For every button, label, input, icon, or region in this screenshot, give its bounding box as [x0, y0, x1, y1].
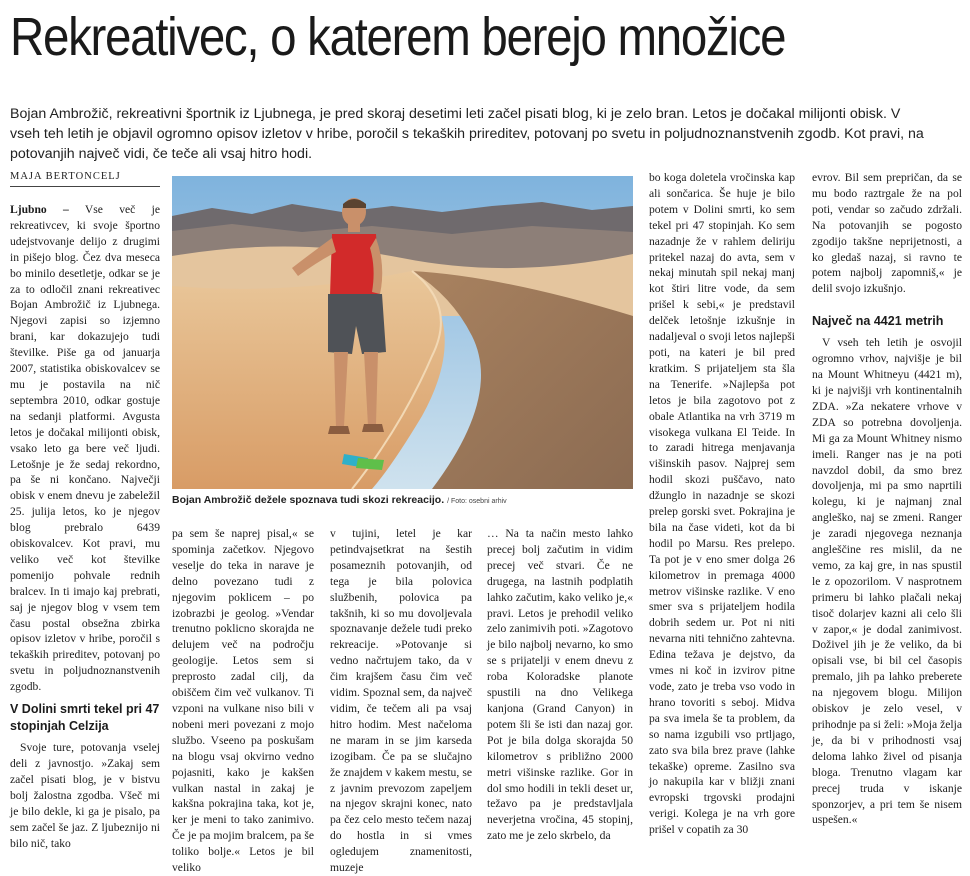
col1-text-1: Vse več je rekreativcev, ki svoje športno udejstvovanje delijo z drugimi in pišejo blog. Čez dva meseca bo minilo desetletje, odkar se je za to odločil znani rekreativec Bojan Ambrožič iz Ljubnega. Njegovi zapisi so izjemno brani, kar dokazujejo tudi številke. Piše ga od januarja 2007, statistika obiskovalcev se mu je postavila na nič septembra 2010, odkar gostuje na sedanji platformi. Avgusta letos je dočakal milijonti obisk, vsako leto ga bere več ljudi. Letošnje je že sedaj rekordno, pa še ni končano. Največji obisk v enem dnevu je zabeležil 25. julija letos, ko je njegov blog prebralo 6439 obiskovalcev. Kot pravi, mu veliko več kot številke pomenijo pohvale rednih bralcev. In ti imajo kaj prebrati, saj je njegov blog v vsem tem času postal obsežna zbirka opisov izletov v hribe, poročil s tekaških prireditev, potovanj po svetu in poljudnoznanstvenih zgodb. — [10, 203, 160, 694]
byline-rule — [10, 186, 160, 187]
article-column-3 — [330, 526, 472, 875]
article-column-4 — [487, 526, 633, 843]
subhead-4421: Največ na 4421 metrih — [812, 314, 944, 329]
article-column-1 — [10, 202, 160, 850]
col6-paragraph-1: evrov. Bil sem prepričan, da se mu bodo raztrgale že na pol poti, vendar so začudo zdržali. Na potovanjih se pogosto zgodijo takšne neprijetnosti, a ko gledaš nazaj, si ravno te potem najbolj zapomniš,« je delil svojo izkušnjo. — [812, 171, 962, 296]
col1-paragraph-2: Svoje ture, potovanja vselej deli z javnostjo. »Zakaj sem začel pisati blog, je v bistvu bolj žalostna zgodba. Všeč mi je bilo dekle, ki ga je pisalo, pa sem začel še jaz. Z ljubeznijo ni bilo nič, tako — [10, 741, 160, 850]
article-photo — [172, 176, 633, 489]
caption-text: Bojan Ambrožič dežele spoznava tudi skozi rekreacijo. — [172, 494, 445, 506]
col4-paragraph-1: … Na ta način mesto lahko precej bolj začutim in vidim precej več stvari. Če ne drugega, na lastnih podplatih lahko začutim, kako veliko je,« pravi. Letos je prehodil veliko zelo zanimivih poti. »Zagotovo je bilo najbolj nevarno, ko smo se s prijatelji v enem dnevu z roba Koloradske planote spustili na dno Velikega kanjona (Grand Canyon) in potem šli še isti dan nazaj gor. Pot je bila dolga skorajda 50 kilometrov s približno 2000 metri višinske razlike. Gor in dol smo hodili in tekli deset ur, težavo pa je predstavljala neverjetna vročina, 45 stopinj, zato me je zelo skrbelo, da — [487, 527, 633, 843]
dateline: Ljubno – — [10, 203, 69, 216]
col2-paragraph-1: pa sem še naprej pisal,« se spominja začetkov. Njegovo veselje do teka in narave je delno povezano tudi z njegovim poklicem – po izobrazbi je geolog. »Vendar trenutno poklicno skorajda ne delujem več na področju geologije. Letos sem si preprosto zadal cilj, da obiščem čim več vulkanov. Ti vzponi na vulkane niso bili v nobeni meri povezani z mojo službo. Vseeno pa poskušam na blogu vsaj okvirno vedno pojasniti, kako je kakšen vulkan nastal in zakaj je kakšna pokrajina taka, kot je, ker je meni to tako zanimivo. Če je pa mojim bralcem, pa še toliko bolje.« Letos je bil veliko — [172, 527, 314, 875]
byline: MAJA BERTONCELJ — [10, 171, 121, 182]
col5-paragraph-1: bo koga doletela vročinska kap ali sončarica. Še huje je bilo potem v Dolini smrti, ko sem tekel pri 47 stopinjah. Ko sem nazadnje že v rahlem deliriju pritekel nazaj do avta, sem v nekaj minutah spil nekaj manj kot štiri litre vode, da sem prišel k sebi,« je predstavil delček letošnje izkušnje in nadaljeval o svoji letos najlepši poti, na kateri je bil pred kratkim. S prijateljem sta šla na Tenerife. »Najlepša pot letos je bila zagotovo pot z obale Atlantika na vrh 3719 m visokega vulkana El Teide. In to zaradi hitrega menjavanja višinskih pasov. Najprej sem hodil skozi puščavo, nato džunglo in nazadnje se skozi prelep gorski svet. Pokrajina je bila na čase videti, kot da bi hodil po Marsu. Res prelepo. Ta pot je v eno smer dolga 26 kilometrov in premaga 4000 metrov višinske razlike. V eno smer sva s prijateljem hodila dobrih sedem ur. Pot ni niti nevarna niti tehnično zahtevna. Edina težava je dejstvo, da vmes ni koč in izvirov pitne vode, zato je treba vso vodo in hrano tovoriti s seboj. Midva pa sva imela še ta problem, da so nama izgubili vso prtljago, zato sva bila brez prave (lahke tekaške) opreme. Zasilno sva jo nakupila kar v bližji znani evropski trgovski prodajni verigi. Kolega je na vrh gore prišel v copatih za 30 — [649, 171, 795, 837]
photo-credit: / Foto: osebni arhiv — [447, 498, 507, 505]
col3-paragraph-1: v tujini, letel je kar petindvajsetkrat na šestih posameznih potovanjih, od tega je bila polovica službenih, polovica pa takšnih, ki so mu dovoljevala spoznavanje dežele tudi preko rekreacije. »Potovanje si vedno načrtujem tako, da v čim krajšem času čim več vidim. Spoznal sem, da največ vidim, če tečem ali pa vsaj hitro hodim. Mest načeloma ne maram in se jim karseda izogibam. Če pa se slučajno že znajdem v kakem mestu, se z javnim prevozom zapeljem na njegov skrajni konec, nato pa čez celo mesto tečem nazaj do hostla in si vmes ogledujem znamenitosti, muzeje — [330, 527, 472, 875]
article-column-5 — [649, 170, 795, 838]
col6-paragraph-2: V vseh teh letih je osvojil ogromno vrhov, najvišje je bil na Mount Whitneyu (4421 m), ki je najvišji vrh kontinentalnih ZDA. »Za nekatere vrhove v ZDA so potrebna dovoljenja. Mi ga za Mount Whitney nismo imeli. Ranger nas je na poti navzdol dobil, da smo brez dovoljenja, mi pa smo naprtili kolegu, ki je najmanj znal angleško, naj se zmeni. Ranger je zaradi njegovega neznanja angleščine res mislil, da ne vemo, za kaj gre, in nas spustil le z opozorilom. V nasprotnem primeru bi lahko plačali nekaj tisoč dolarjev kazni ali celo šli v zapor,« je dodal zanimivost. Doživel jih je že veliko, da bi opisali vse, bi bil cel časopis premalo, jih pa lahko preberete na njegovem blogu. Milijon obiskov je zelo vesel, v prihodnje pa si želi: »Moja želja je, da bi v prihodnosti vsaj deloma lahko živel od pisanja bloga. Trenutno vlagam kar precej truda v iskanje sponzorjev, a pri tem še nisem uspešen.« — [812, 336, 962, 827]
lead-paragraph: Bojan Ambrožič, rekreativni športnik iz Ljubnega, je pred skoraj desetimi leti začel pisati blog, ki je zelo bran. Letos je dočakal milijonti obisk. V vseh teh letih je objavil ogromno opisov izletov v hribe, poročil s tekaških prireditev, potovanj po svetu in poljudnoznanstvenih zgodb. Kot pravi, na potovanjih največ vidi, če teče ali vsaj hitro hodi. — [10, 106, 924, 162]
subhead-death-valley: V Dolini smrti tekel pri 47 stopinjah Celzija — [10, 702, 160, 734]
headline: Rekreativec, o katerem berejo množice — [10, 7, 786, 67]
article-column-2 — [172, 526, 314, 875]
photo-caption — [172, 494, 633, 506]
photo-desert-runner — [172, 176, 633, 489]
article-column-6 — [812, 170, 962, 838]
col1-paragraph-1 — [10, 202, 160, 695]
